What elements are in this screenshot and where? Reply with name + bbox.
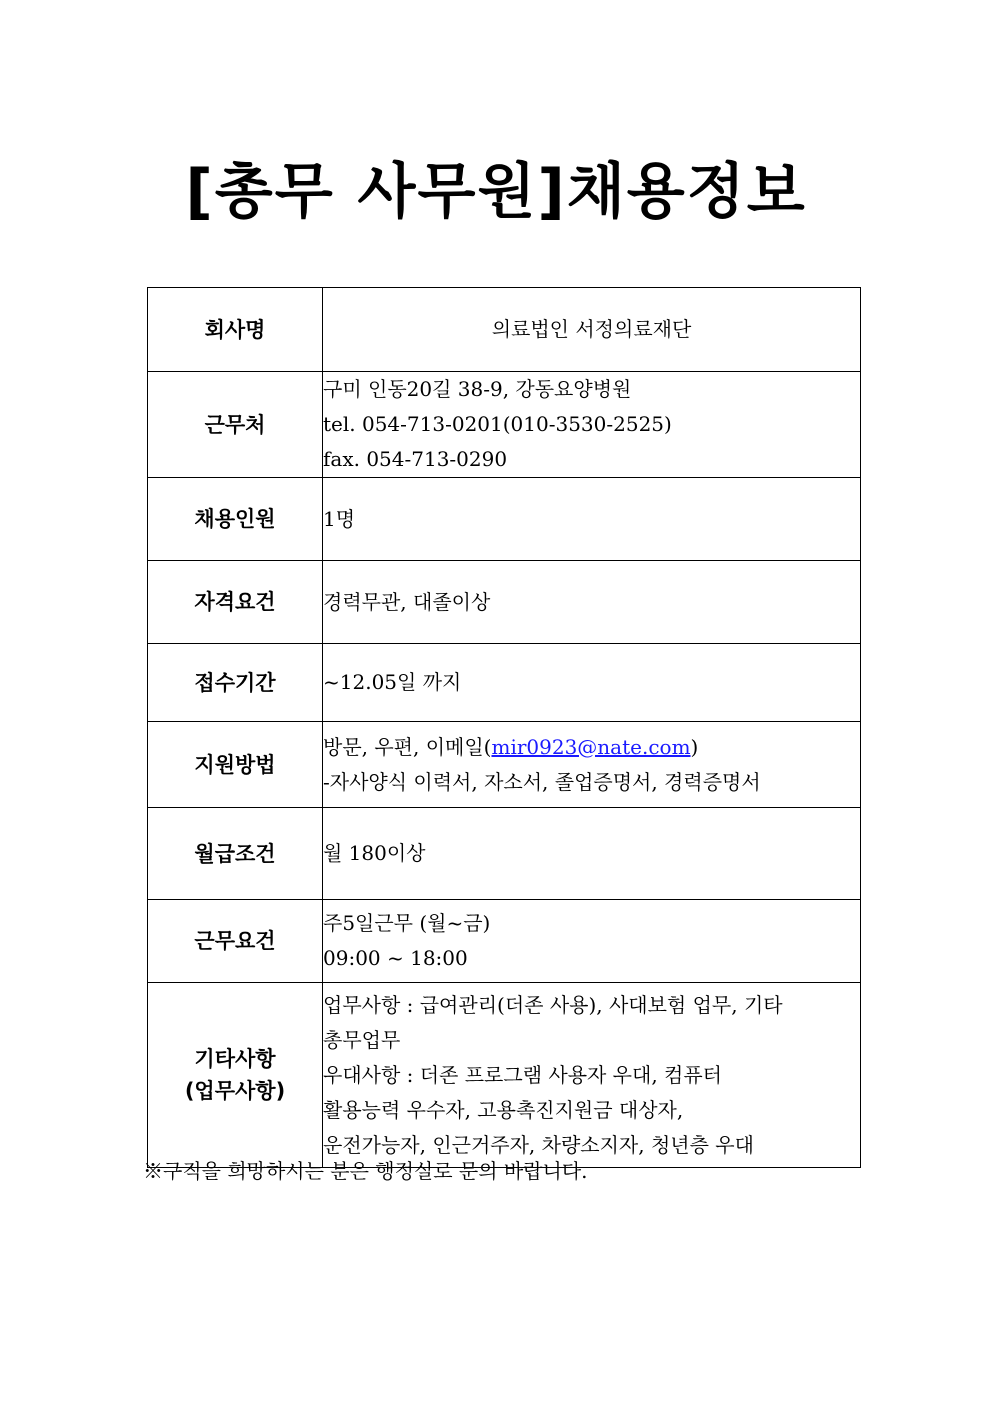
headcount-value: 1명 xyxy=(323,478,861,561)
workplace-address: 구미 인동20길 38-9, 강동요양병원 xyxy=(323,377,632,401)
qualification-value: 경력무관, 대졸이상 xyxy=(323,561,861,644)
etc-label-sub: (업무사항) xyxy=(184,1079,286,1103)
etc-line: 우대사항 : 더존 프로그램 사용자 우대, 컴퓨터 xyxy=(323,1062,722,1087)
table-row-etc xyxy=(148,983,861,1168)
table-row-apply xyxy=(148,722,861,808)
apply-label: 지원방법 xyxy=(148,722,323,808)
hours-days: 주5일근무 (월~금) xyxy=(323,911,491,935)
table-row-salary xyxy=(148,808,861,900)
apply-methods xyxy=(323,730,860,765)
etc-line: 업무사항 : 급여관리(더존 사용), 사대보험 업무, 기타 xyxy=(323,992,783,1017)
company-value: 의료법인 서정의료재단 xyxy=(323,288,861,372)
table-row-headcount xyxy=(148,478,861,561)
apply-value xyxy=(323,722,861,808)
period-value: ~12.05일 까지 xyxy=(323,644,861,722)
apply-documents: -자사양식 이력서, 자소서, 졸업증명서, 경력증명서 xyxy=(323,769,761,794)
table-row-company xyxy=(148,288,861,372)
etc-label xyxy=(148,983,323,1168)
page-title: [총무 사무원]채용정보 xyxy=(185,157,807,227)
hours-value xyxy=(323,900,861,983)
apply-methods-close: ) xyxy=(690,734,699,759)
recruitment-info-table xyxy=(147,287,861,1168)
headcount-label: 채용인원 xyxy=(148,478,323,561)
salary-value: 월 180이상 xyxy=(323,808,861,900)
apply-methods-text: 방문, 우편, 이메일( xyxy=(323,734,492,759)
table-row-period xyxy=(148,644,861,722)
company-label: 회사명 xyxy=(148,288,323,372)
email-link[interactable]: mir0923@nate.com xyxy=(491,734,691,759)
workplace-tel: tel. 054-713-0201(010-3530-2525) xyxy=(323,412,672,436)
etc-line: 운전가능자, 인근거주자, 차량소지자, 청년층 우대 xyxy=(323,1132,754,1157)
hours-label: 근무요건 xyxy=(148,900,323,983)
etc-value xyxy=(323,983,861,1168)
table-row-workplace xyxy=(148,372,861,478)
qualification-label: 자격요건 xyxy=(148,561,323,644)
table-row-hours xyxy=(148,900,861,983)
salary-label: 월급조건 xyxy=(148,808,323,900)
footer-note: ※구직을 희망하시는 분은 행정실로 문의 바랍니다. xyxy=(143,1159,588,1183)
workplace-label: 근무처 xyxy=(148,372,323,478)
table-row-qualification xyxy=(148,561,861,644)
period-label: 접수기간 xyxy=(148,644,323,722)
workplace-value xyxy=(323,372,861,478)
etc-line: 총무업무 xyxy=(323,1027,401,1052)
workplace-fax: fax. 054-713-0290 xyxy=(323,447,508,471)
hours-time: 09:00 ~ 18:00 xyxy=(323,946,468,970)
etc-label-main: 기타사항 xyxy=(194,1047,276,1071)
etc-line: 활용능력 우수자, 고용촉진지원금 대상자, xyxy=(323,1097,684,1122)
